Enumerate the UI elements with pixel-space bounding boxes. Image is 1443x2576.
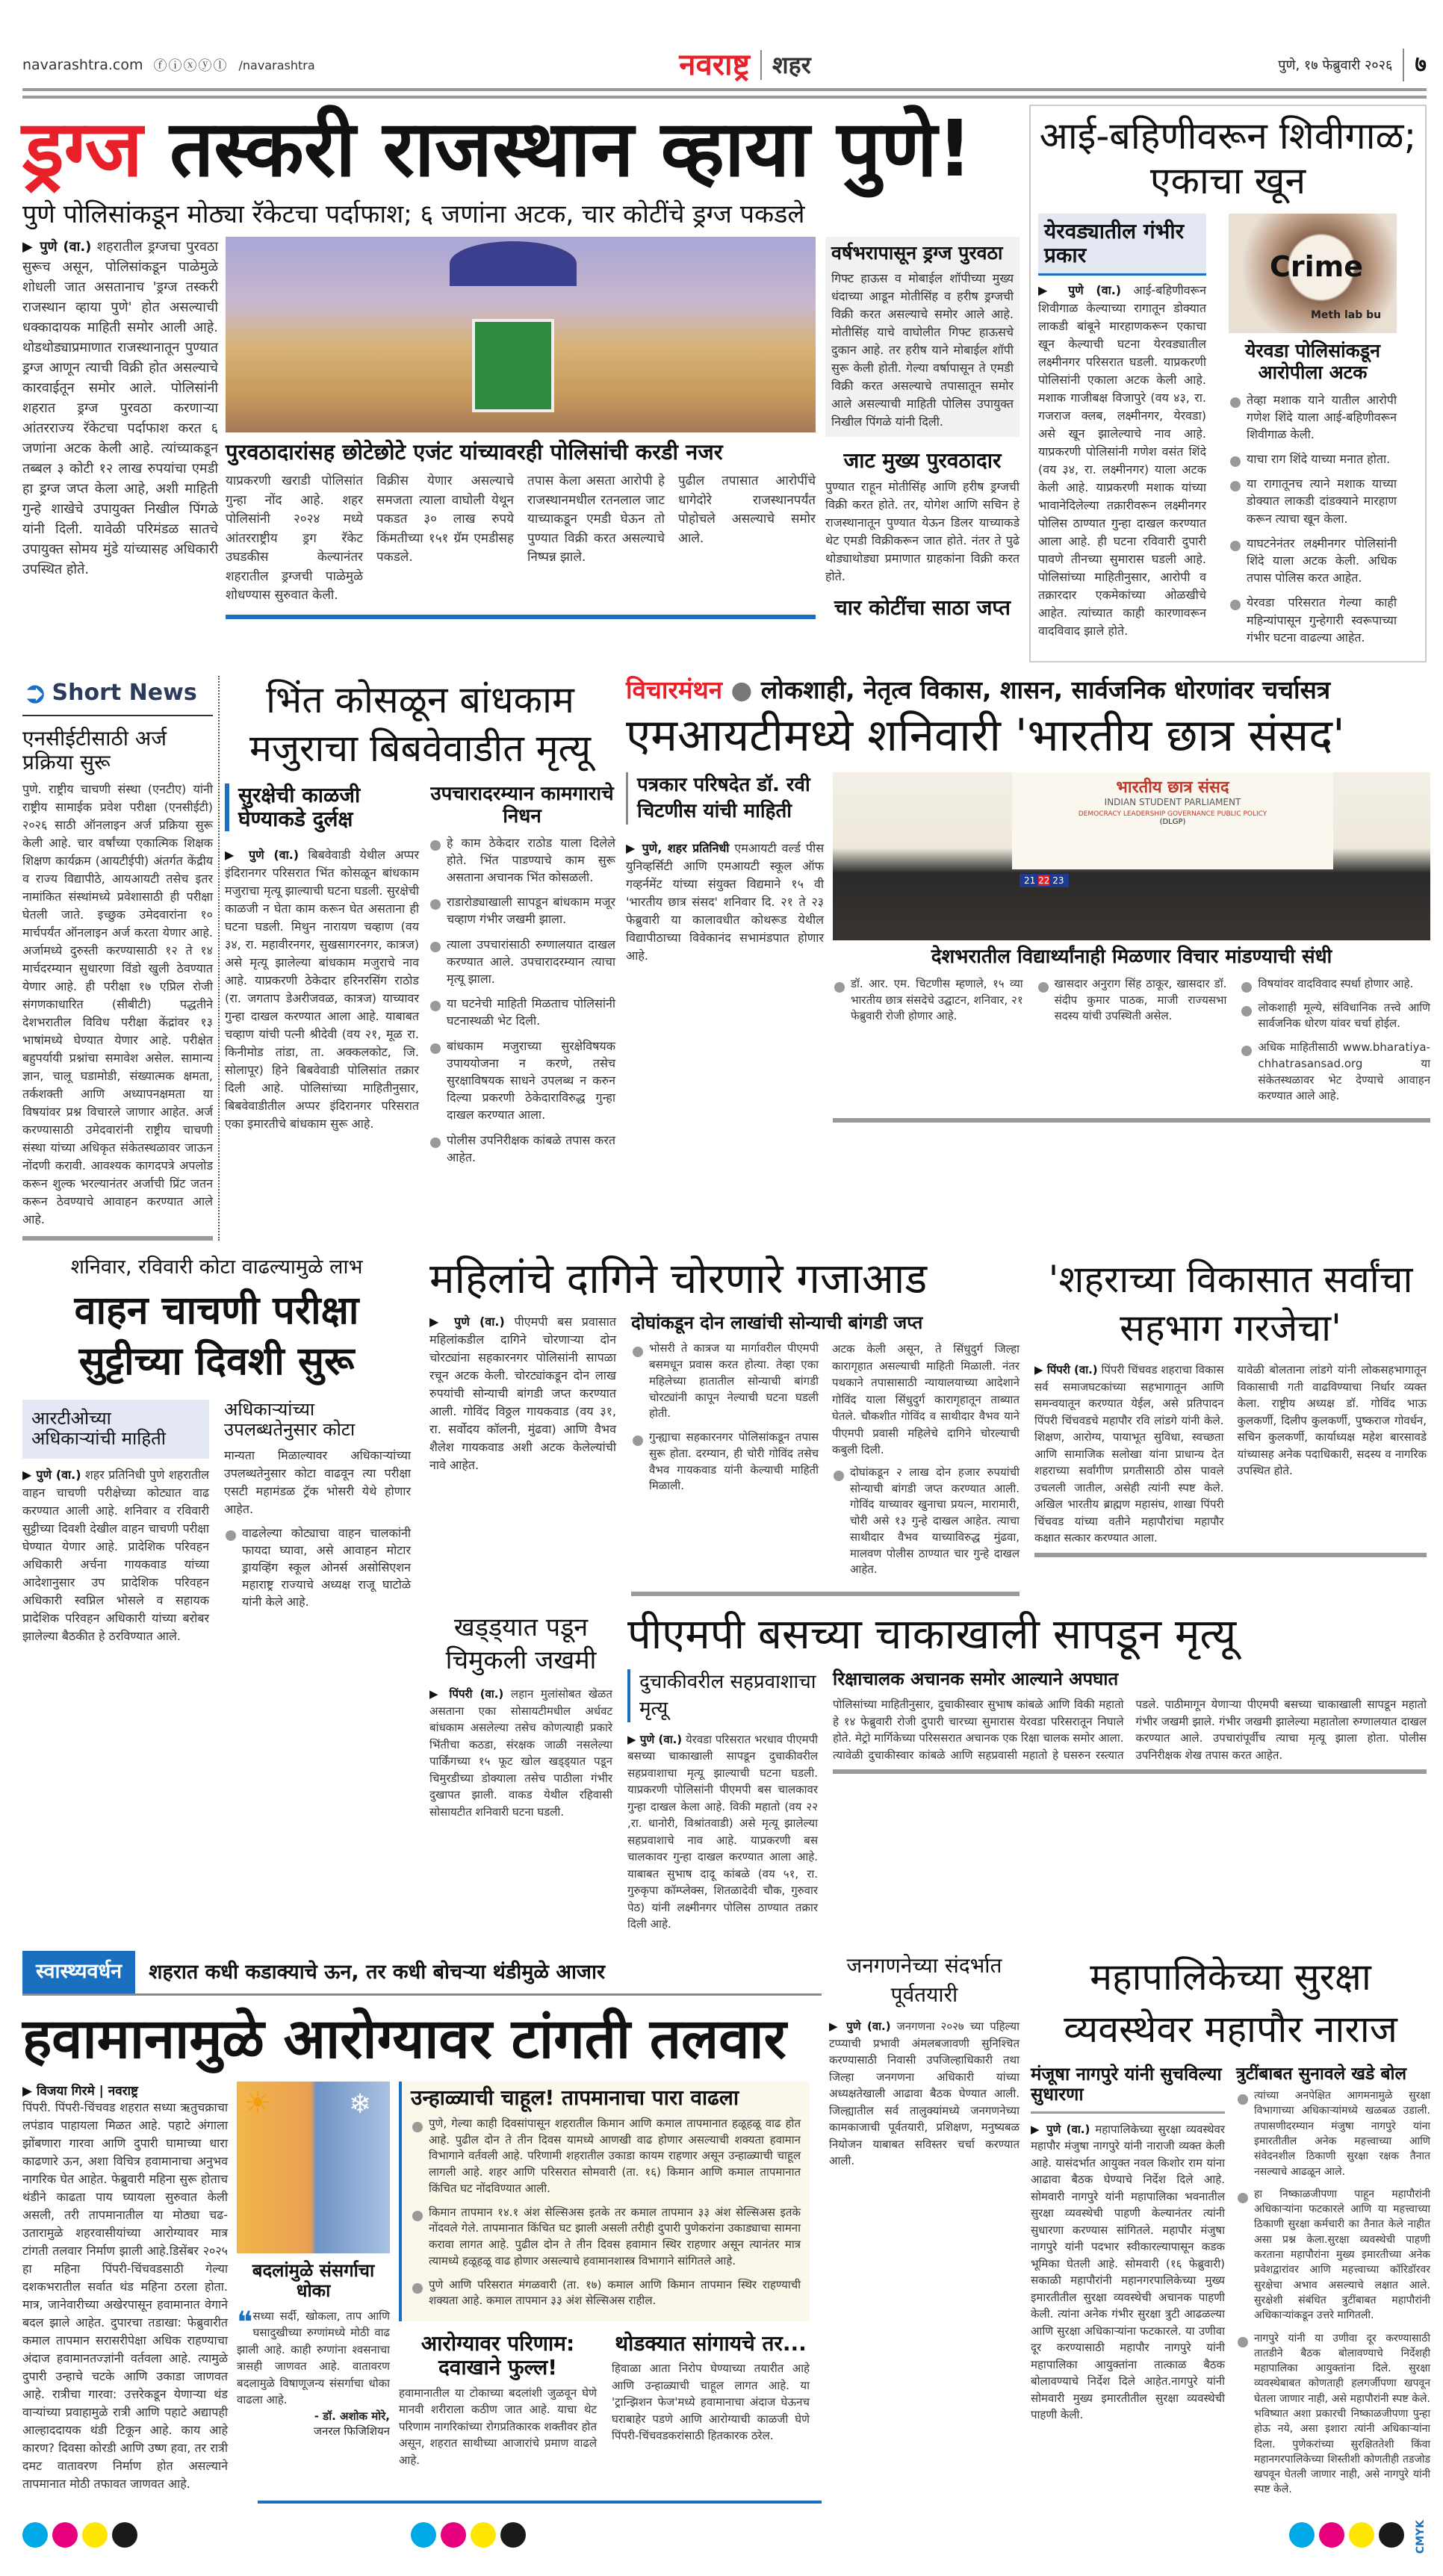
mit-strap: विचारमंथन ● लोकशाही, नेतृत्व विकास, शासन, सार्वजनिक धोरणांवर चर्चासत्र (626, 674, 1331, 704)
health-tag: स्वास्थ्यवर्धन (22, 1951, 135, 1993)
khaddyat-story: खड्ड्यात पडून चिमुकली जखमी ▶ पिंपरी (वा.) लहान मुलांसोबत खेळत असताना एका सोसायटीमधील अर्धवट बांधकाम असलेल्या तसेच कोणत्याही प्रकारे भिंतीचा कठडा, संरक्षक जाळी नसलेल्या पार्किंगच्या १५ फूट खोल खड्ड्यात पडून चिमुरडीच्या डोक्याला तसेच पाठीला गंभीर दुखापत झाली. वाकड येथील रहिवासी सोसायटीत शनिवारी घटना घडली. (429, 1613, 612, 1819)
section-divider (631, 1592, 1020, 1596)
story-subheadline: रिक्षाचालक अचानक समोर आल्याने अपघात (833, 1669, 1119, 1690)
sidebar-title: वर्षभरापासून ड्रग्ज पुरवठा (831, 241, 1003, 264)
social-handle: /navarashtra (238, 58, 315, 72)
byline: ▶ विजया गिरमे | नवराष्ट्र (22, 2083, 138, 2099)
story-headline: आई-बहिणीवरून शिवीगाळ; एकाचा खून (1039, 114, 1417, 202)
story-headline: वाहन चाचणी परीक्षा सुट्टीच्या दिवशी सुरू (74, 1288, 359, 1384)
bibwewadi-headline: भिंत कोसळून बांधकाम मजुराचा बिबवेवाडीत मृत्यू (249, 677, 592, 770)
vikas-headline: 'शहराच्या विकासात सर्वांचा सहभाग गरजेचा' (1048, 1258, 1413, 1350)
black-dot (112, 2522, 137, 2548)
health-banner: स्वास्थ्यवर्धन शहरात कधी कडाक्याचे ऊन, तर कधी बोचऱ्या थंडीमुळे आजार (22, 1951, 822, 1996)
story-subheadline: त्रुटींबाबत सुनावले खडे बोल (1236, 2064, 1407, 2084)
census-story: जनगणनेच्या संदर्भात पूर्वतयारी ▶ पुणे (वा.) जनगणना २०२७ च्या पहिल्या टप्प्याची प्रभावी अंमलबजावणी सुनिश्चित करण्यासाठी निवासी उपजिल्हाधिकारी तथा जिल्हा जनगणना अधिकारी यांच्या अध्यक्षतेखाली आढावा बैठक घेण्यात आली. जिल्ह्यातील सर्व तालुक्यांमध्ये जनगणनेच्या कामकाजाची पूर्वतयारी, प्रशिक्षण, मनुष्यबळ नियोजन याबाबत सविस्तर चर्चा करण्यात आली. (829, 1951, 1020, 2170)
story-headline: खड्ड्यात पडून चिमुकली जखमी (445, 1613, 597, 1676)
lead-sidebar: वर्षभरापासून ड्रग्ज पुरवठा गिफ्ट हाऊस व मोबाईल शॉपीच्या मुख्य धंदाच्या आडून मोतीसिंह व हरीष ड्रग्जची विक्री करत असल्याचे समोर आले आहे. मोतीसिंह याचे वाघोलीत गिफ्ट हाऊसचे दुकान आहे. तर हरीष याने मोबाईल शॉपी सुरू केली होती. गेल्या वर्षापासून ते एमडी विक्री करत असल्याचे तपासातून समोर आले असल्याची माहिती पोलिस उपायुक्त निखील पिंगळे यांनी दिली. जाट मुख्य पुरवठादार पुण्यात राहून मोतीसिंह आणि हरीष ड्रग्जची विक्री करत होते. तर, योगेश आणि सचिन हे राजस्थानातून पुण्यात येऊन डिलर याच्याकडे थेट एमडी विक्रीकरून जात होते. नंतर ते पुढे थोड्याथोड्या प्रमाणात ग्राहकांना विक्री करत होते. चार कोटींचा साठा जप्त (825, 237, 1020, 624)
lead-subsection-body: याप्रकरणी खराडी पोलिसांत गुन्हा नोंद आहे. शहर पोलिसांनी २०२४ मध्ये आंतरराष्ट्रीय ड्रग रॅकेट उघडकीस केल्यानंतर शहरातील ड्रग्जची पाळेमुळे शोधण्यास सुरुवात केली. विक्रीस येणार असल्याचे समजता त्याला वाघोली येथून पकडत ३० लाख रुपये किंमतीच्या १५१ ग्रॅम एमडीसह पकडले. तपास केला असता आरोपी हे राजस्थानमधील रतनलाल जाट याच्याकडून एमडी घेऊन तो पुण्यात विक्री करत असल्याचे निष्पन्न झाले. पुढील तपासात आरोपींचे धागेदोरे राजस्थानपर्यंत पोहोचले असल्याचे समोर आले. (226, 474, 816, 603)
mit-headline: एमआयटीमध्ये शनिवारी 'भारतीय छात्र संसद' (626, 709, 1345, 762)
short-news-column: ➲ Short News एनसीईटीसाठी अर्ज प्रक्रिया सुरू पुणे. राष्ट्रीय चाचणी संस्था (एनटीए) यांनी राष्ट्रीय सामाईक प्रवेश परीक्षा (एनसीईटी) २०२६ साठी ऑनलाइन अर्ज प्रक्रिया सुरू केली आहे. चार वर्षांच्या एकात्मिक शिक्षक शिक्षण कार्यक्रम (आयटीईपी) अंतर्गत केंद्रीय व राज्य विद्यापीठे, आयआयटी तसेच इतर नामांकित संस्थांमध्ये प्रवेशासाठी ही परीक्षा घेतली जाते. इच्छुक उमेदवारांना १० मार्चपर्यंत ऑनलाइन अर्ज करता येणार आहे. अर्जामध्ये दुरुस्ती करण्यासाठी १२ ते १४ मार्चदरम्यान सुधारणा विंडो खुली ठेवण्यात येणार आहे. ही परीक्षा १७ एप्रिल रोजी संगणकाधारित (सीबीटी) पद्धतीने देशभरातील विविध परीक्षा केंद्रांवर १३ भाषांमध्ये घेण्यात येणार आहे. परीक्षेत बहुपर्यायी प्रश्नांचा समावेश असेल. सामान्य ज्ञान, चालू घडामोडी, संख्यात्मक क्षमता, तर्कशक्ती आणि अध्यापनक्षमता या विषयांवर प्रश्न विचारले जाणार आहेत. अर्ज करण्यासाठी उमेदवारांनी राष्ट्रीय चाचणी संस्था यांच्या अधिकृत संकेतस्थळावर जाऊन नोंदणी करावी. आवश्यक कागदपत्रे अपलोड करून शुल्क भरल्यानंतर अर्जाची प्रिंट जतन करून ठेवण्याचे आवाहन करण्यात आले आहे. (22, 676, 213, 1241)
column-divider (218, 676, 220, 1241)
vahan-story: शनिवार, रविवारी कोटा वाढल्यामुळे लाभ वाहन चाचणी परीक्षा सुट्टीच्या दिवशी सुरू आरटीओच्या अधिकाऱ्यांची माहिती ▶ पुणे (वा.) शहर प्रतिनिधी पुणे शहरातील वाहन चाचणी परीक्षेच्या कोट्यात वाढ करण्यात आली आहे. शनिवार व रविवारी सुट्टीच्या दिवशी देखील वाहन चाचणी परीक्षा घेण्यात येणार आहे. प्रादेशिक परिवहन अधिकारी अर्चना गायकवाड यांच्या आदेशानुसार उप प्रादेशिक परिवहन अधिकारी स्वप्निल भोसले व सहायक प्रादेशिक परिवहन अधिकारी यांच्या बरोबर झालेल्या बैठकीत हे ठरविण्यात आले. अधिकाऱ्यांच्या उपलब्धतेनुसार कोटा मान्यता मिळाल्यावर अधिकाऱ्यांच्या उपलब्धतेनुसार कोटा वाढवून त्या परीक्षा एसटी महामंडळ ट्रॅक भोसरी येथे होणार आहेत. वाढलेल्या कोट्याचा वाहन चालकांनी फायदा घ्यावा, असे आवाहन मोटार ड्रायव्हिंग स्कूल ओनर्स असोसिएशन महाराष्ट्र राज्याचे अध्यक्ष राजू घाटोळे यांनी केले आहे. (22, 1256, 411, 1643)
health-quote-box: बदलांमुळे संसर्गाचा धोका ❝ सध्या सर्दी, खोकला, ताप आणि घसादुखीच्या रुग्णांमध्ये मोठी वाढ झाली आहे. काही रुग्णांना श्वसनाचा त्रासही जाणवत आहे. वातावरण बदलामुळे विषाणूजन्य संसर्गाचा धोका वाढला आहे. - डॉ. अशोक मोरे, जनरल फिजिशियन (237, 2259, 390, 2438)
story-subheadline: येरवडा पोलिसांकडून आरोपीला अटक (1244, 340, 1381, 383)
short-news-title: एनसीईटीसाठी अर्ज प्रक्रिया सुरू (22, 725, 167, 775)
edition-date: पुणे, १७ फेब्रुवारी २०२६ (1278, 58, 1393, 73)
arrow-icon: ➲ (22, 675, 48, 710)
yerawada-story: आई-बहिणीवरून शिवीगाळ; एकाचा खून येरवड्यातील गंभीर प्रकार ▶ पुणे (वा.) आई-बहिणीवरून शिवीगाळ केल्याच्या रागातून डोक्यात लाकडी बांबूने मारहाणकरून एकाचा खून केल्याची घटना येरवड्यातील लक्ष्मीनगर परिसरात घडली. याप्रकरणी पोलिसांनी एकाला अटक केली आहे. मशाक गाजीबक्ष विजापुरे (वय ४३, रा. गजराज क्लब, लक्ष्मीनगर, येरवडा) असे खून झालेल्याचे नाव आहे. याप्रकरणी पोलिसांनी गणेश वसंत शिंदे (वय ३४, रा. लक्ष्मीनगर) याला अटक केली आहे. याप्रकरणी मशाक यांच्या भावानेदिलेल्या तक्रारीवरून लक्ष्मीनगर पोलिस ठाण्यात गुन्हा दाखल करण्यात आला आहे. ही घटना रविवारी दुपारी पावणे तीनच्या सुमारास घडली आहे. पोलिसांच्या माहितीनुसार, आरोपी व तक्रारदार एकमेकांच्या ओळखीचे आहेत. त्यांच्यात काही कारणावरून वादविवाद झाले होते. Crime Meth lab bu येरवडा पोलिसांकडून आरोपीला अटक तेव्हा मशाक याने यातील आरोपी गणेश शिंदे याला आई-बहिणीवरून शिवीगाळ केली. याचा राग शिंदे याच्या मनात होता. या रागातूनच त्याने मशाक याच्या डोक्यात लाकडी दांडक्याने मारहाण करून त्याचा खून केला. याघटनेनंतर लक्ष्मीनगर पोलिसांनी शिंदे याला अटक केली. अधिक तपास पोलिस करत आहेत. येरवडा परिसरात गेल्या काही महिन्यांपासून गुन्हेगारी स्वरूपाच्या गंभीर घटना वाढल्या आहेत. (1029, 105, 1427, 662)
story-subheadline: उपचारादरम्यान कामगाराचे निधन (430, 782, 614, 828)
bullet-icon: ● (730, 674, 753, 704)
newspaper-logo: नवराष्ट्र (679, 48, 750, 82)
cmyk-marks (22, 2522, 142, 2551)
section-divider (833, 1118, 1430, 1123)
section-divider (1034, 1553, 1427, 1557)
snowflake-icon: ❄ (349, 2088, 372, 2120)
lead-headline (22, 105, 1022, 194)
weather-illustration (237, 2082, 390, 2253)
story-kicker: सुरक्षेची काळजी घेण्याकडे दुर्लक्ष (225, 783, 419, 831)
seized-drugs-board (472, 319, 554, 412)
site-url[interactable]: navarashtra.com (22, 57, 143, 73)
story-kicker: मंजूषा नागपुरे यांनी सुचविल्या सुधारणा (1031, 2064, 1225, 2114)
story-kicker: दुचाकीवरील सहप्रवाशाचा मृत्यू (627, 1669, 818, 1722)
facebook-icon[interactable]: ⓕ (153, 58, 169, 74)
cyan-dot (22, 2522, 48, 2548)
event-dates: 21 22 23 (1020, 874, 1069, 887)
story-subheadline: दोघांकडून दोन लाखांची सोन्याची बांगडी जप्त (631, 1312, 923, 1333)
story-kicker: आरटीओच्या अधिकाऱ्यांची माहिती (22, 1400, 209, 1459)
jewel-headline: महिलांचे दागिने चोरणारे गजाआड (429, 1255, 928, 1304)
section-name: शहर (772, 50, 811, 79)
health-headline: हवामानामुळे आरोग्यावर टांगती तलवार (22, 2006, 786, 2071)
story-headline: जनगणनेच्या संदर्भात पूर्वतयारी (846, 1952, 1002, 2007)
cmyk-marks (1289, 2522, 1409, 2551)
quote-icon: ❝ (237, 2305, 253, 2340)
sun-icon: ☀ (244, 2085, 271, 2120)
temperature-box: उन्हाळ्याची चाहूल! तापमानाचा पारा वाढला पुणे, गेल्या काही दिवसांपासून शहरातील किमान आणि कमाल तापमानात हळूहळू वाढ होत आहे. पुढील दोन ते तीन दिवस यामध्ये आणखी वाढ होणार असल्याची शक्यता हवामान विभागाने वर्तवली आहे. परिणामी शहरातील उकाडा कायम राहणार असून उन्हाळ्याची चाहूल लागली आहे. शहर आणि परिसरात सोमवारी (ता. १६) किमान आणि कमाल तापमानात किंचित घट नोंदविण्यात आली. किमान तापमान १४.१ अंश सेल्सिअस इतके तर कमाल तापमान ३३ अंश सेल्सिअस इतके नोंदवले गेले. तापमानात किंचित घट झाली असली तरीही दुपारी पुणेकरांना उकाड्याचा सामना करावा लागत आहे. पुढील दोन ते तीन दिवस हवामान स्थिर राहणार असून त्यानंतर मात्र त्यामध्ये हळूहळू वाढ होणार असल्याचे हवामानशास्त्र विभागाने सांगितले आहे. पुणे आणि परिसरात मंगळवारी (ता. १७) कमाल आणि किमान तापमान स्थिर राहण्याची शक्यता आहे. कमाल तापमान ३३ अंश सेल्सिअस राहील. (399, 2082, 810, 2321)
youtube-icon[interactable]: ⓨ (198, 58, 214, 74)
section-divider (22, 1236, 213, 1241)
social-icons[interactable] (154, 55, 229, 75)
lead-subsection-headline: पुरवठादारांसह छोटेछोटे एजंट यांच्यावरही पोलिसांची करडी नजर (226, 438, 723, 465)
masthead (22, 0, 1427, 84)
sidebar-title: जाट मुख्य पुरवठादार (843, 448, 1002, 474)
header-rule (22, 88, 1427, 91)
story-kicker: पत्रकार परिषदेत डॉ. रवी चिटणीस यांची माहिती (626, 772, 824, 825)
story-subheadline: अधिकाऱ्यांच्या उपलब्धतेनुसार कोटा (224, 1398, 356, 1441)
crime-handcuffs-photo: Crime Meth lab bu (1229, 214, 1397, 333)
story-kicker: येरवड्यातील गंभीर प्रकार (1038, 214, 1206, 276)
sidebar-box-supply: वर्षभरापासून ड्रग्ज पुरवठा गिफ्ट हाऊस व मोबाईल शॉपीच्या मुख्य धंदाच्या आडून मोतीसिंह व हरीष ड्रग्जची विक्री करत असल्याचे समोर आले आहे. मोतीसिंह याचे वाघोलीत गिफ्ट हाऊसचे दुकान आहे. तर हरीष याने मोबाईल शॉपी सुरू केली होती. गेल्या वर्षापासून ते एमडी विक्री करत असल्याचे तपासातून समोर आले असल्याची माहिती पोलिस उपायुक्त निखील पिंगळे यांनी दिली. (825, 237, 1020, 438)
yellow-dot (82, 2522, 108, 2548)
lead-intro: ▶ पुणे (वा.) शहरातील ड्रग्जचा पुरवठा सुरूच असून, पोलिसांकडून पाळेमुळे शोधली जात असतानाच 'ड्रग्ज तस्करी राजस्थान व्हाया पुणे' होत असल्याची धक्कादायक माहिती समोर आली आहे. थोडथोड्याप्रमाणात राजस्थानातून पुण्यात ड्रग्ज आणून त्याची विक्री होत असल्याचे कारवाईतून समोर आले. पोलिसांनी शहरात ड्रग्ज पुरवठा करणाऱ्या आंतरराज्य रॅकेटचा पर्दाफाश करत ६ जणांना अटक केली आहे. त्यांच्याकडून तब्बल ३ कोटी १२ लाख रुपयांचा एमडी हा ड्रग्ज जप्त केला आहे, अशी माहिती गुन्हे शाखेचे उपायुक्त निखील पिंगळे यांनी दिली. यावेळी परिमंडळ सातचे उपायुक्त सोमय मुंडे यांच्यासह अधिकारी उपस्थित होते. (22, 238, 219, 577)
dateline: ▶ पुणे (वा.) (22, 238, 92, 255)
event-banner: भारतीय छात्र संसद INDIAN STUDENT PARLIAMENT DEMOCRACY LEADERSHIP GOVERNANCE PUBLIC POLICY (DLGP) (1012, 772, 1333, 869)
lead-headline-rest: तस्करी राजस्थान व्हाया पुणे! (170, 103, 973, 194)
police-emblem (450, 241, 577, 286)
police-team-photo (226, 237, 816, 432)
x-icon[interactable]: ⓧ (183, 58, 199, 74)
sidebar-title: चार कोटींचा साठा जप्त (834, 595, 1011, 620)
cmyk-marks (411, 2522, 530, 2551)
lead-subheadline: पुणे पोलिसांकडून मोठ्या रॅकेटचा पर्दाफाश; ६ जणांना अटक, चार कोटींचे ड्रग्ज पकडले (22, 199, 805, 229)
lead-headline-red: ड्रग्ज (22, 103, 143, 194)
logo-divider (760, 50, 762, 80)
section-divider (226, 615, 816, 619)
header-divider (1403, 49, 1404, 81)
header-rule (22, 96, 1427, 99)
section-divider (258, 2501, 822, 2504)
student-parliament-photo (833, 772, 1430, 940)
pmp-headline: पीएमपी बसच्या चाकाखाली सापडून मृत्यू (627, 1610, 1237, 1660)
page-number: ७ (1415, 51, 1427, 78)
section-divider (833, 1769, 1427, 1774)
linkedin-icon[interactable]: ⓛ (213, 58, 229, 74)
magenta-dot (52, 2522, 78, 2548)
short-news-label: ➲ Short News (22, 676, 213, 716)
mayor-headline: महापालिकेच्या सुरक्षा व्यवस्थेवर महापौर नाराज (1064, 1955, 1397, 2051)
mit-subheadline: देशभरातील विद्यार्थ्यांनाही मिळणार विचार मांडण्याची संधी (931, 945, 1332, 968)
cmyk-label: CMYK (1415, 2519, 1427, 2554)
instagram-icon[interactable]: ⓘ (168, 58, 184, 74)
